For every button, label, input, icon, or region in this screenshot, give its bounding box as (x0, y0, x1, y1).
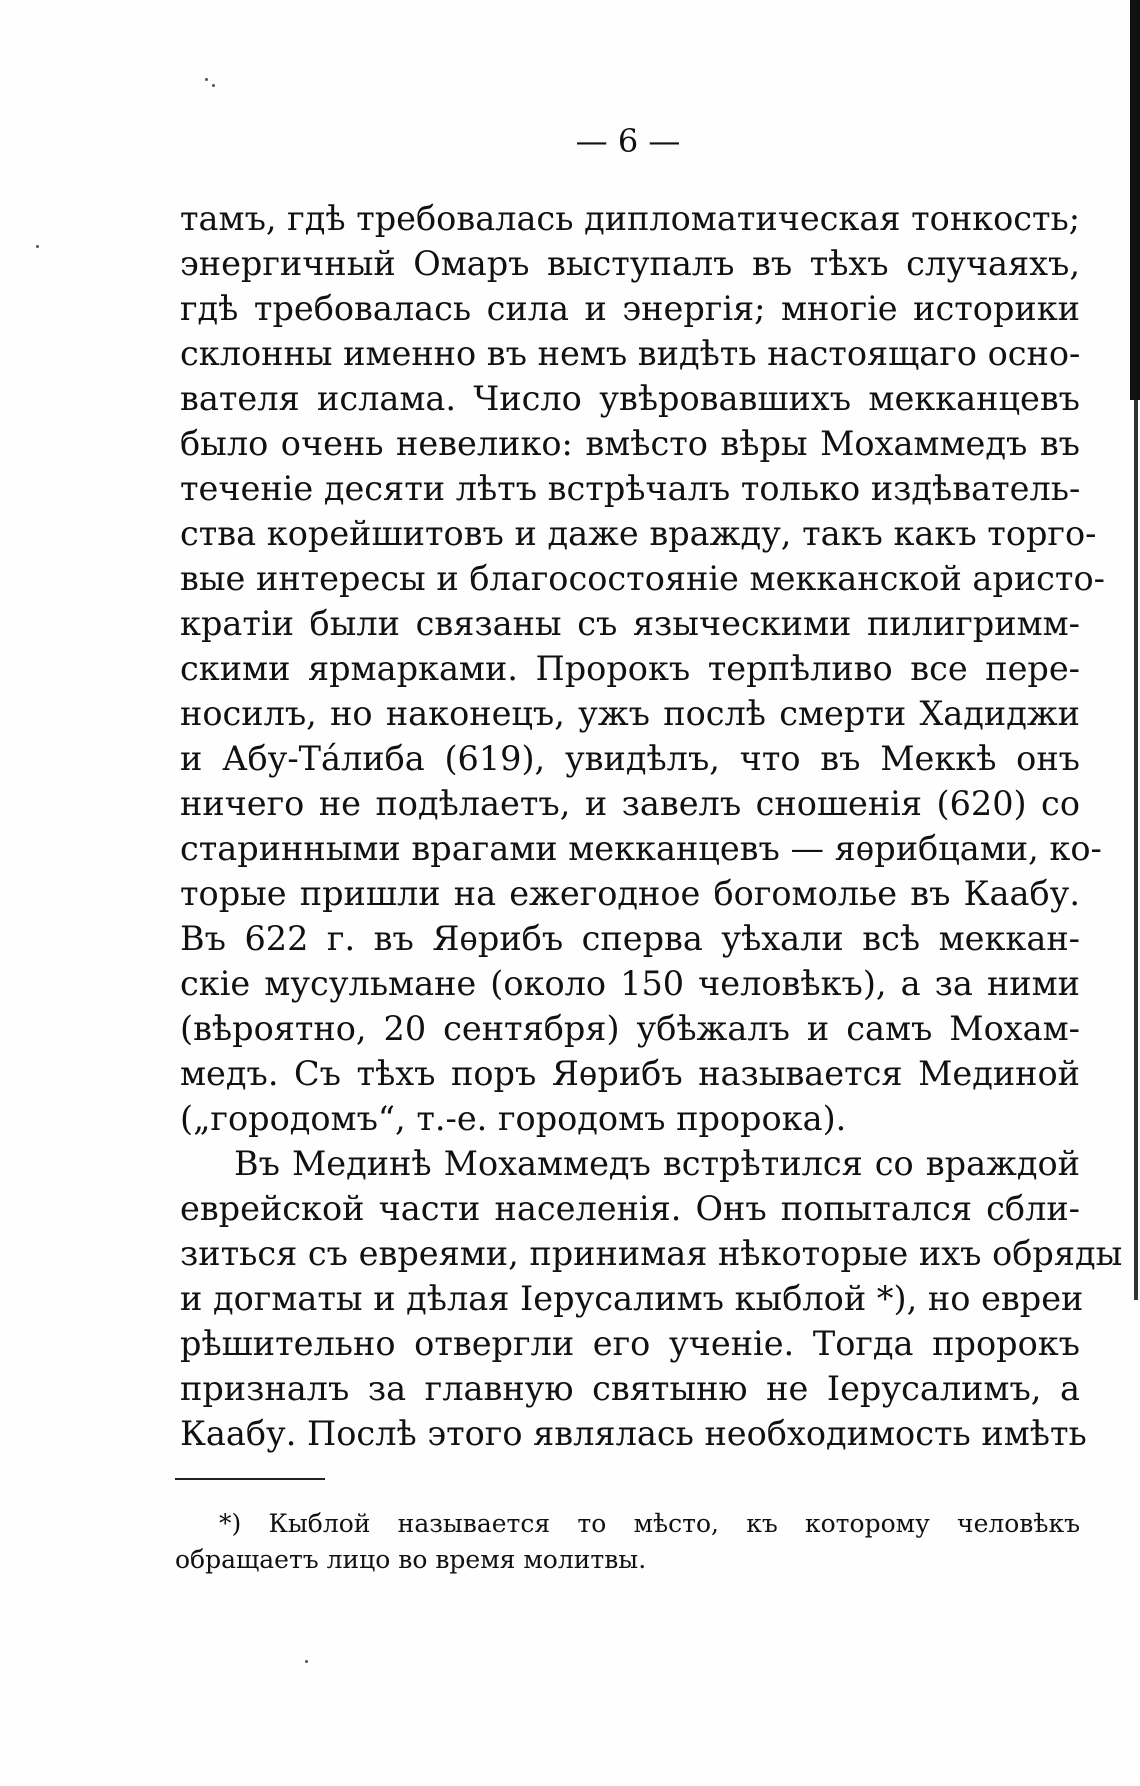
text-line: вые интересы и благосостояніе мекканской аристо- (180, 559, 1105, 598)
text-line: тамъ, гдѣ требовалась дипломатическая тонкость; (180, 199, 1081, 238)
text-line: теченіе десяти лѣтъ встрѣчалъ только издѣватель- (180, 469, 1081, 508)
text-line: зиться съ евреями, принимая нѣкоторые ихъ обряды (180, 1234, 1123, 1273)
text-line: гдѣ требовалась сила и энергія; многіе историки (180, 289, 1080, 328)
ink-speck (205, 78, 208, 81)
text-line: скими ярмарками. Пророкъ терпѣливо все пере- (180, 649, 1080, 688)
footnote (175, 1506, 1080, 1578)
text-line: медъ. Съ тѣхъ поръ Яѳрибъ называется Мединой (180, 1054, 1080, 1093)
ink-speck (36, 245, 39, 248)
text-line: скіе мусульмане (около 150 человѣкъ), а за ними (180, 964, 1080, 1003)
text-line: кратіи были связаны съ языческими пилигримм- (180, 604, 1080, 643)
footnote-line: *) Кыблой называется то мѣсто, къ которому человѣкъ (219, 1509, 1080, 1538)
text-line: призналъ за главную святыню не Іерусалимъ, а (180, 1369, 1080, 1408)
ink-speck (305, 1660, 308, 1663)
text-line-paragraph-start: Въ Мединѣ Мохаммедъ встрѣтился со враждой (234, 1144, 1080, 1183)
text-line: вателя ислама. Число увѣровавшихъ мекканцевъ (180, 379, 1080, 418)
text-line: ничего не подѣлаетъ, и завелъ сношенія (620) со (180, 784, 1080, 823)
text-line: было очень невелико: вмѣсто вѣры Мохаммедъ въ (180, 424, 1080, 463)
text-line: и догматы и дѣлая Іерусалимъ кыблой *), но евреи (180, 1279, 1084, 1318)
text-line: еврейской части населенія. Онъ попытался сбли- (180, 1189, 1080, 1228)
text-line: носилъ, но наконецъ, ужъ послѣ смерти Хадиджи (180, 694, 1080, 733)
text-line: Въ 622 г. въ Яѳрибъ сперва уѣхали всѣ меккан- (180, 919, 1080, 958)
body-text (180, 196, 1123, 1456)
footnote-separator (175, 1478, 325, 1480)
text-line: энергичный Омаръ выступалъ въ тѣхъ случаяхъ, (180, 244, 1080, 283)
text-line: (вѣроятно, 20 сентября) убѣжалъ и самъ Мохам- (180, 1009, 1080, 1048)
text-line: старинными врагами мекканцевъ — яѳрибцами, ко- (180, 829, 1102, 868)
page-edge-line (1134, 400, 1138, 1300)
text-line: рѣшительно отвергли его ученіе. Тогда пророкъ (180, 1324, 1080, 1363)
text-line: торые пришли на ежегодное богомолье въ Каабу. (180, 874, 1080, 913)
text-line-paragraph-end: („городомъ“, т.-е. городомъ пророка). (180, 1099, 847, 1138)
page-number: — 6 — (575, 122, 681, 160)
text-line: склонны именно въ немъ видѣть настоящаго осно- (180, 334, 1081, 373)
footnote-line: обращаетъ лицо во время молитвы. (175, 1545, 647, 1574)
ink-speck (212, 84, 215, 87)
text-line: и Абу-Та́либа (619), увидѣлъ, что въ Меккѣ онъ (180, 739, 1080, 778)
text-line: ства корейшитовъ и даже вражду, такъ какъ торго- (180, 514, 1097, 553)
page-edge-shadow (1130, 0, 1140, 400)
text-line: Каабу. Послѣ этого являлась необходимость имѣть (180, 1414, 1087, 1453)
